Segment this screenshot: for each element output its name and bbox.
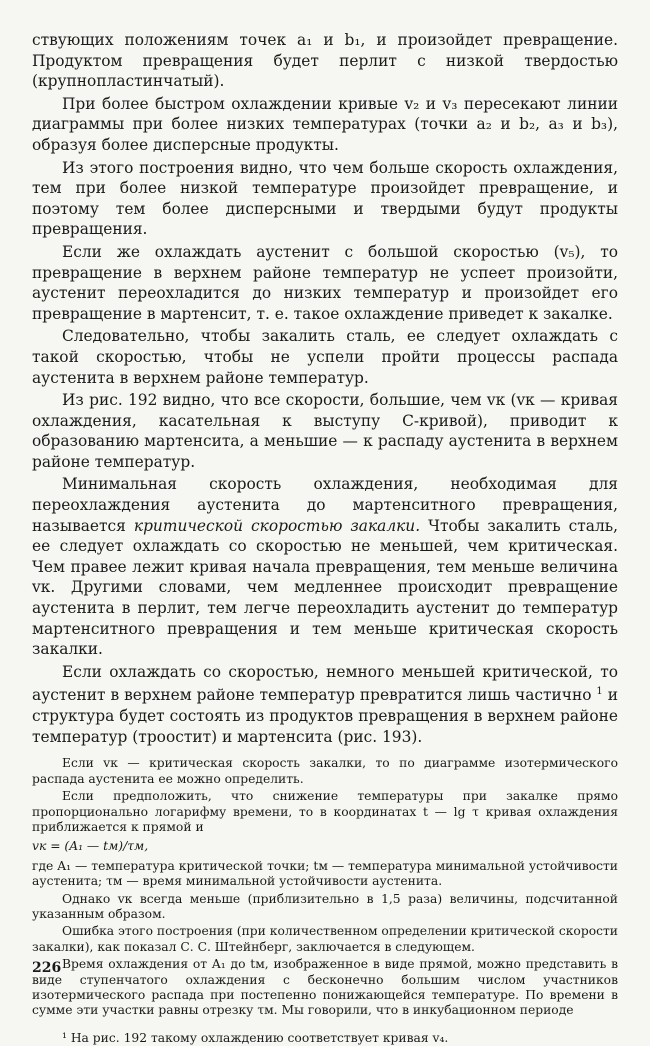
small-paragraph-4: Однако vк всегда меньше (приблизительно в 1,5 раза) величины, подсчитанной указанным образом. — [32, 891, 618, 921]
paragraph-8-part-b: и структура будет состоять из продуктов превращения в верхнем районе температур (троостит) и мартенсита (рис. 193). — [32, 686, 619, 746]
paragraph-5: Следовательно, чтобы закалить сталь, ее следует охлаждать с такой скоростью, чтобы не успели пройти процессы распада аустенита в верхнем районе температур. — [32, 327, 618, 387]
small-paragraph-2: Если предположить, что снижение температуры при закалке прямо пропорционально логарифму времени, то в координатах t — lg τ кривая охлаждения приближается к прямой и — [32, 789, 618, 834]
footnote: ¹ На рис. 192 такому охлаждению соответствует кривая v₄. — [62, 1030, 449, 1045]
paragraph-8-part-a: Если охлаждать со скоростью, немного меньшей критической, то аустенит в верхнем районе температур превратится лишь частично — [32, 662, 618, 705]
footnote-ref: 1 — [596, 686, 603, 698]
paragraph-7-part-b: Чтобы закалить сталь, ее следует охлаждать со скоростью не меньшей, чем критическая. Чем правее лежит кривая начала превращения, тем меньше величина vк. Другими словами, чем медленнее происходит превращение аустенита в перлит, тем легче переохладить аустенит до температур мартенситного превращения и тем меньше критическая скорость закалки. — [32, 516, 618, 659]
small-print-section — [32, 756, 618, 1019]
page-number: 226 — [32, 960, 62, 976]
page-content — [32, 30, 618, 1046]
small-paragraph-6: Время охлаждения от A₁ до tм, изображенное в виде прямой, можно представить в виде ступенчатого охлаждения с бесконечно большим числом участников изотермического распада при постепенно понижающейся температуре. По времени в сумме эти участки равны отрезку τм. Мы говорили, что в инкубационном периоде — [32, 957, 618, 1018]
term-critical-speed: критической скоростью закалки. — [133, 516, 421, 535]
paragraph-7-part-a: Минимальная скорость охлаждения, необходимая для переохлаждения аустенита до мартенситного превращения, называется — [32, 475, 618, 535]
paragraph-7 — [32, 474, 618, 659]
paragraph-8 — [32, 662, 618, 748]
formula: vк = (A₁ — tм)/τм, — [32, 839, 149, 854]
small-paragraph-3: где A₁ — температура критической точки; tм — температура минимальной устойчивости аустенита; τм — время минимальной устойчивости аустенита. — [32, 858, 618, 889]
small-paragraph-1: Если vк — критическая скорость закалки, то по диаграмме изотермического распада аустенита ее можно определить. — [32, 756, 618, 786]
paragraph-3: Из этого построения видно, что чем больше скорость охлаждения, тем при более низкой температуре произойдет превращение, и поэтому тем более дисперсными и твердыми будут продукты превращения. — [32, 158, 618, 239]
paragraph-2: При более быстром охлаждении кривые v₂ и v₃ пересекают линии диаграммы при более низких температурах (точки a₂ и b₂, a₃ и b₃), образуя более дисперсные продукты. — [32, 94, 618, 154]
paragraph-1: ствующих положениям точек a₁ и b₁, и произойдет превращение. Продуктом превращения будет перлит с низкой твердостью (крупнопластинчатый). — [32, 31, 618, 91]
paragraph-6: Из рис. 192 видно, что все скорости, большие, чем vк (vк — кривая охлаждения, касательная к выступу С-кривой), приводит к образованию мартенсита, а меньшие — к распаду аустенита в верхнем районе температур. — [32, 391, 618, 471]
paragraph-4: Если же охлаждать аустенит с большой скоростью (v₅), то превращение в верхнем районе температур не успеет произойти, аустенит переохладится до низких температур и произойдет его превращение в мартенсит, т. е. такое охлаждение приведет к закалке. — [32, 242, 618, 323]
main-text — [32, 30, 618, 747]
small-paragraph-5: Ошибка этого построения (при количественном определении критической скорости закалки), как показал С. С. Штейнберг, заключается в следующем. — [32, 924, 618, 954]
